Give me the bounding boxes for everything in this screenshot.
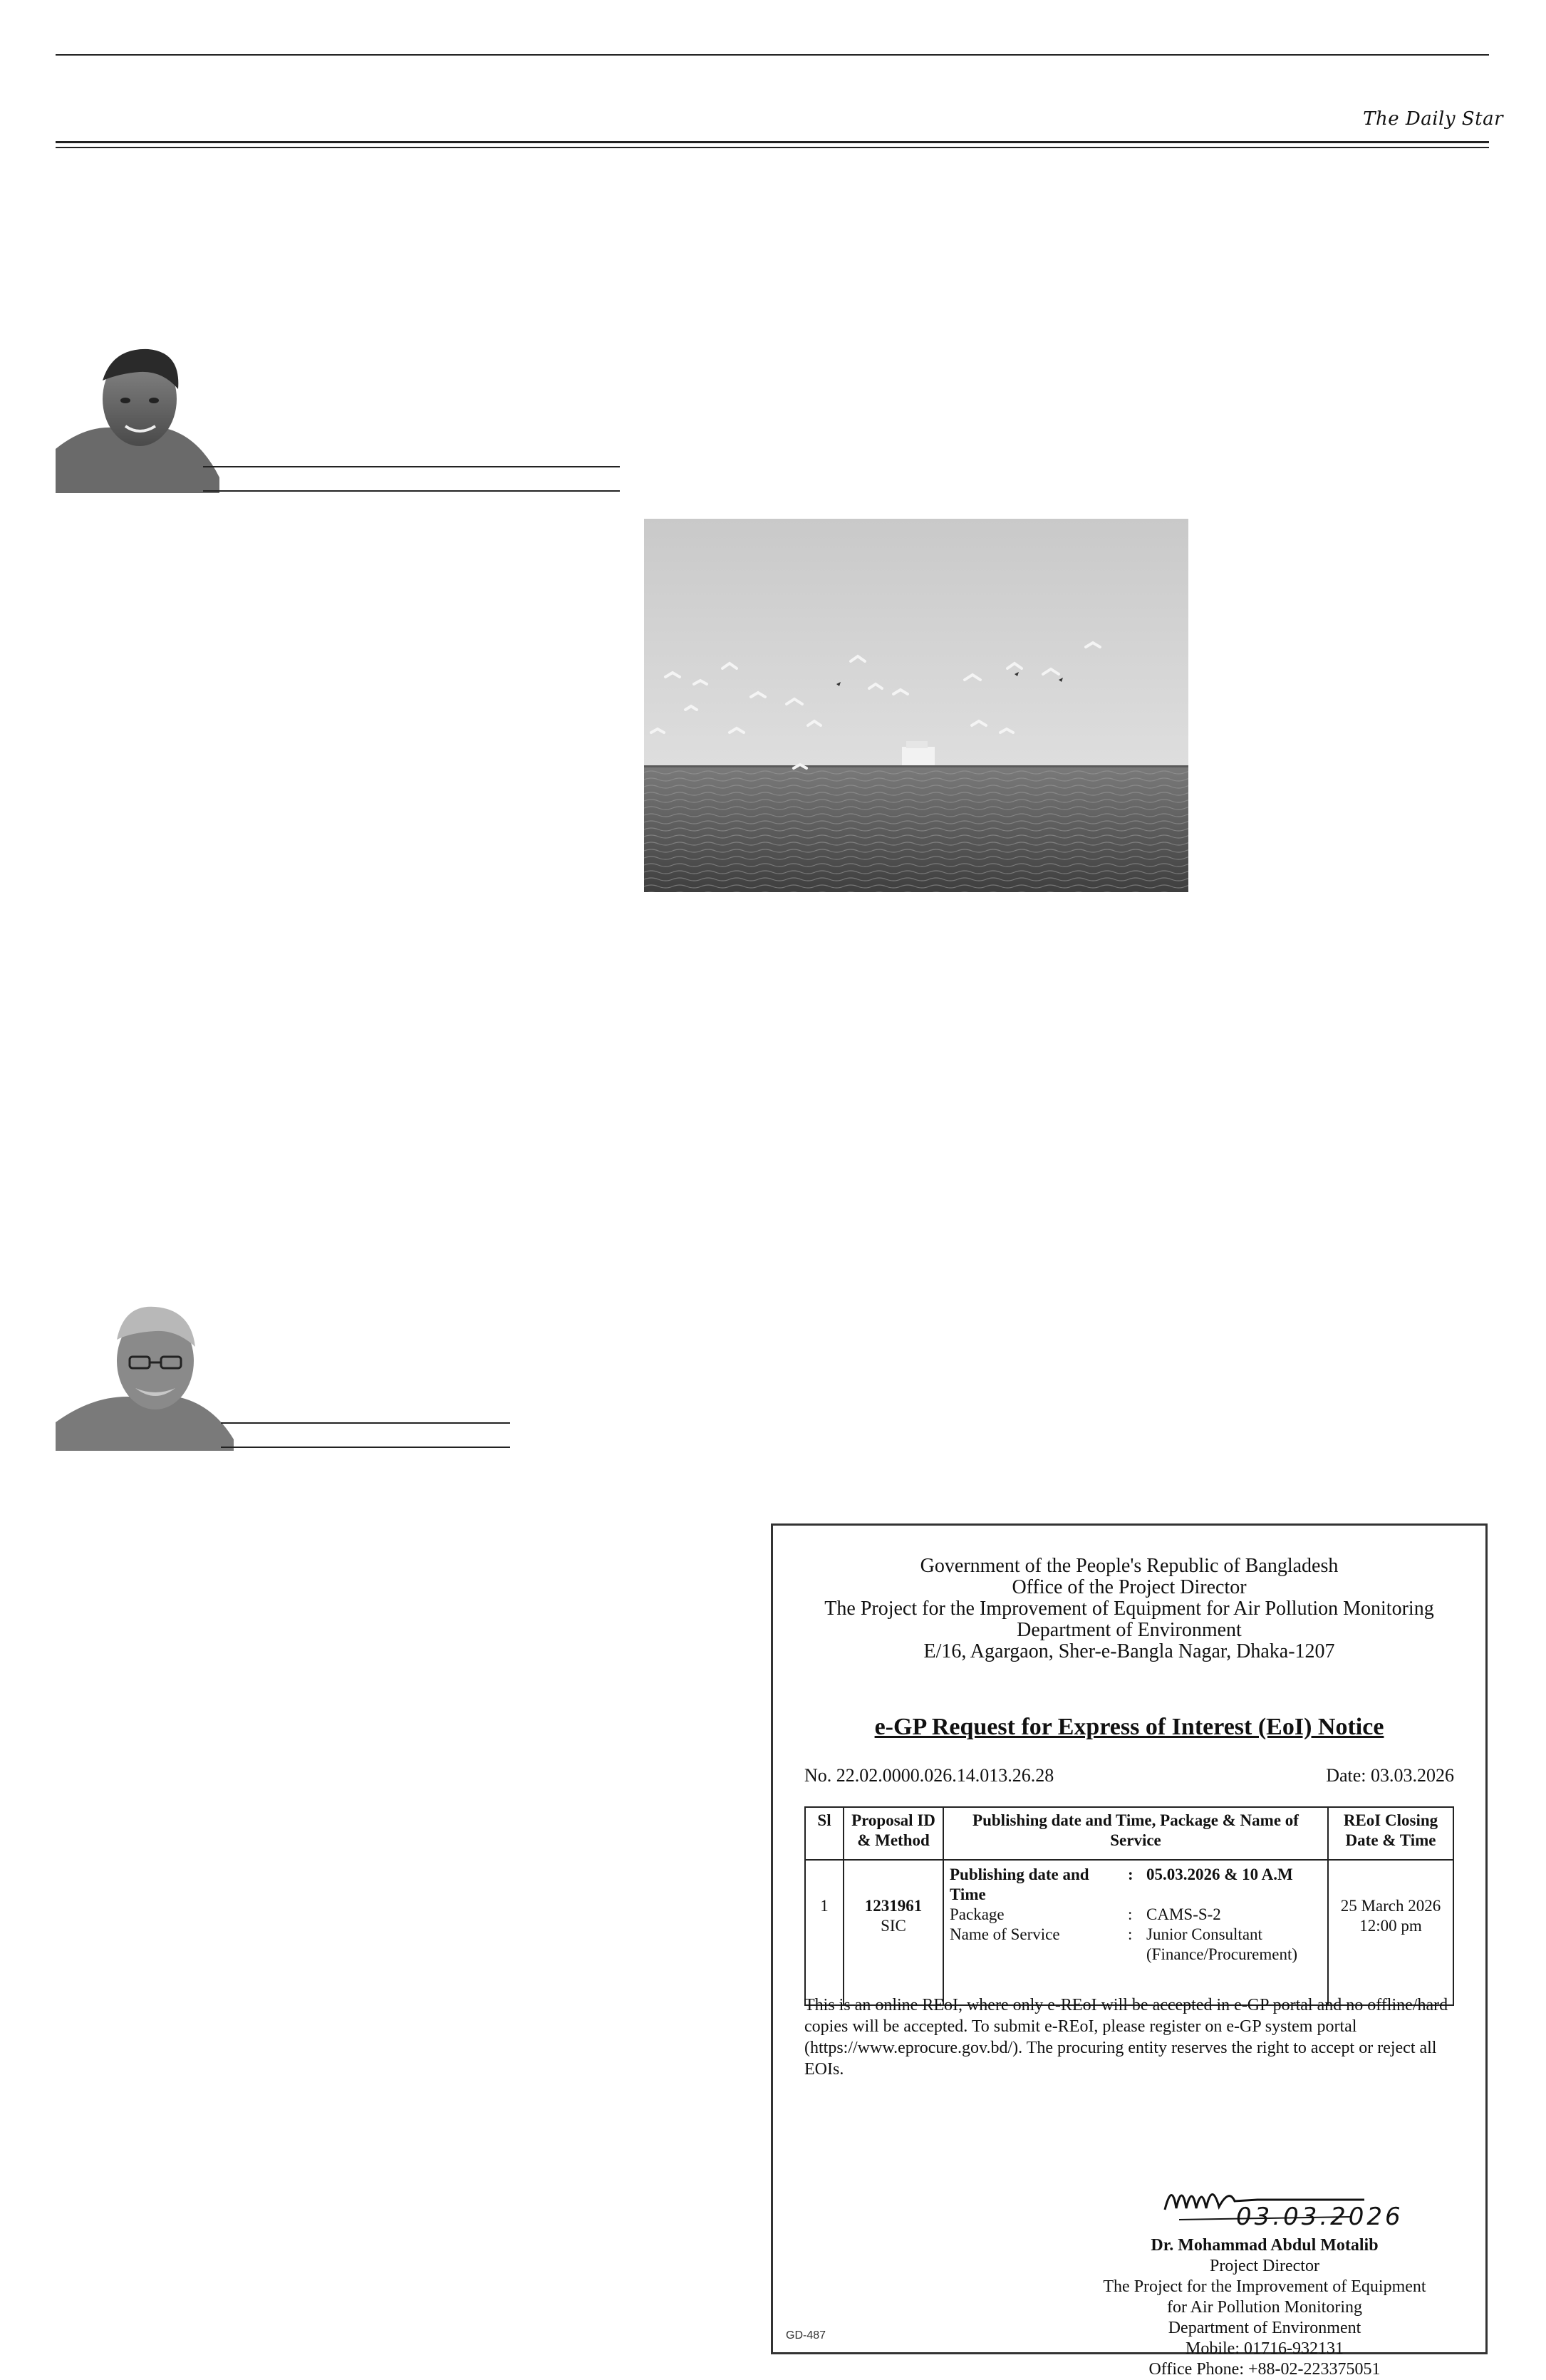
signatory-project-1: The Project for the Improvement of Equipment [1103, 2277, 1426, 2296]
notice-body: This is an online REoI, where only e-REoI will be accepted in e-GP portal and no offline/hard copies will be accepted. To submit e-REoI, please register on e-GP system portal (https://www.eprocure.gov.bd/). The procuring entity reserves the right to accept or reject all EOIs. [804, 1996, 1448, 2079]
eoi-table [804, 1806, 1454, 2006]
masthead-logo: The Daily Star [1363, 108, 1503, 130]
notice-header-line-5: E/16, Agargaon, Sher-e-Bangla Nagar, Dhaka-1207 [923, 1640, 1335, 1662]
signatory-office-phone: Office Phone: +88-02-223375051 [1148, 2360, 1381, 2379]
signatory-mobile: Mobile: 01716-932131 [1186, 2339, 1344, 2358]
cell-closing [1328, 1860, 1453, 2005]
notice-header-line-2: Office of the Project Director [1012, 1576, 1247, 1598]
ad-code: GD-487 [786, 2329, 826, 2342]
package-value: CAMS-S-2 [1146, 1905, 1221, 1923]
top-rule [56, 54, 1489, 56]
cell-proposal [844, 1860, 943, 2005]
col-sl: Sl [805, 1807, 844, 1860]
byline-rule-2b [221, 1447, 510, 1448]
signature [1058, 2167, 1471, 2235]
signatory-department: Department of Environment [1168, 2319, 1361, 2337]
package-label: Package [950, 1905, 1005, 1923]
sea-photo [644, 519, 1188, 892]
service-label: Name of Service [950, 1925, 1060, 1943]
method-value: SIC [881, 1917, 906, 1935]
col-closing: REoI Closing Date & Time [1328, 1807, 1453, 1860]
notice-date: Date: 03.03.2026 [1326, 1765, 1454, 1786]
notice-header-line-4: Department of Environment [1017, 1619, 1242, 1641]
signatory-designation: Project Director [1210, 2257, 1319, 2275]
notice-header-line-1: Government of the People's Republic of Bangladesh [920, 1555, 1339, 1577]
eoi-notice [771, 1523, 1488, 2379]
service-value: Junior Consultant (Finance/Procurement) [1146, 1925, 1298, 1963]
byline-rule-2a [221, 1422, 510, 1424]
notice-header-line-3: The Project for the Improvement of Equipment for Air Pollution Monitoring [824, 1598, 1434, 1620]
eoi-table-header-row [805, 1807, 1453, 1860]
table-row [805, 1860, 1453, 2005]
signatory-name: Dr. Mohammad Abdul Motalib [1151, 2236, 1379, 2255]
byline-rule-1b [203, 490, 620, 492]
pub-label: Publishing date and Time [950, 1866, 1089, 1903]
signature-block [1058, 2167, 1471, 2380]
notice-ref-no: No. 22.02.0000.026.14.013.26.28 [804, 1765, 1054, 1786]
col-proposal-id: Proposal ID & Method [844, 1807, 943, 1860]
masthead-rule-2 [56, 147, 1489, 148]
masthead-rule-1 [56, 141, 1489, 143]
columnist-portrait-2 [56, 1297, 234, 1451]
cell-sl [805, 1860, 844, 2005]
signatory-project-2: for Air Pollution Monitoring [1166, 2298, 1362, 2317]
col-publishing: Publishing date and Time, Package & Name of Service [943, 1807, 1328, 1860]
byline-rule-1a [203, 466, 620, 467]
closing-date-value: 25 March 2026 [1340, 1897, 1441, 1915]
proposal-id-value: 1231961 [864, 1897, 923, 1915]
sl-value: 1 [820, 1897, 829, 1915]
pub-value: 05.03.2026 & 10 A.M [1146, 1866, 1293, 1883]
columnist-portrait-1 [56, 342, 219, 493]
signed-date: 03.03.2026 [1236, 2203, 1404, 2231]
notice-title: e-GP Request for Express of Interest (EoI) Notice [874, 1714, 1384, 1740]
closing-time-value: 12:00 pm [1359, 1917, 1422, 1935]
cell-publishing: Publishing date and Time : 05.03.2026 & 10 A.M Package : CAMS-S-2 Name of Service : Junior Consultant (Finance/Procurement) [943, 1860, 1328, 2005]
